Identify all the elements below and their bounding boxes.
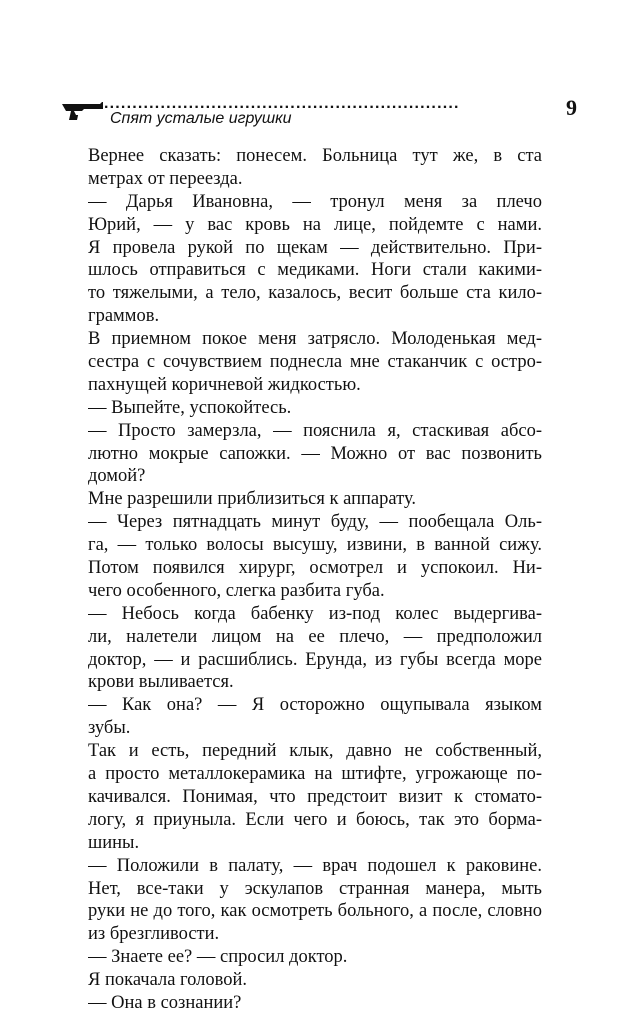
text-line: а просто металлокерамика на штифте, угрожающе по-: [88, 764, 542, 785]
text-line: — Она в сознании?: [88, 992, 242, 1013]
text-line: Нет, все-таки у эскулапов странная манера, мыть: [88, 878, 542, 899]
text-line: домой?: [88, 466, 146, 487]
text-line: логу, я приуныла. Если чего и боюсь, так это борма-: [88, 809, 542, 830]
text-line: сестра с сочувствием поднесла мне стаканчик с остро-: [88, 352, 542, 373]
text-line: ли, налетели лицом на ее плечо, — предположил: [88, 626, 542, 647]
text-line: чего особенного, слегка разбита губа.: [88, 580, 385, 601]
text-line: лютно мокрые сапожки. — Можно от вас позвонить: [88, 443, 542, 464]
running-header: [60, 95, 577, 136]
text-line: — Небось когда бабенку из-под колес выдергива-: [88, 603, 542, 624]
text-line: метрах от переезда.: [88, 168, 243, 189]
text-line: Потом появился хирург, осмотрел и успокоил. Ни-: [88, 558, 542, 579]
text-line: крови выливается.: [88, 672, 234, 693]
text-line: Юрий, — у вас кровь на лице, пойдемте с нами.: [88, 214, 542, 235]
page-number: 9: [566, 95, 577, 120]
text-line: из брезгливости.: [88, 924, 220, 945]
text-line: руки не до того, как осмотреть больного, а после, словно: [88, 901, 542, 922]
text-line: Я провела рукой по щекам — действительно. При-: [88, 237, 542, 258]
text-line: — Положили в палату, — врач подошел к раковине.: [88, 855, 542, 876]
text-line: — Через пятнадцать минут буду, — пообещала Оль-: [88, 512, 542, 533]
text-line: Так и есть, передний клык, давно не собственный,: [88, 741, 542, 762]
text-line: В приемном покое меня затрясло. Молоденькая мед-: [88, 329, 542, 350]
text-line: га, — только волосы высушу, извини, в ванной сижу.: [88, 535, 542, 556]
text-line: шины.: [88, 832, 140, 853]
running-title: Спят усталые игрушки: [110, 110, 292, 127]
text-line: — Знаете ее? — спросил доктор.: [88, 947, 348, 968]
text-line: граммов.: [88, 306, 160, 327]
text-line: пахнущей коричневой жидкостью.: [88, 374, 361, 395]
text-line: — Как она? — Я осторожно ощупывала языком: [88, 695, 542, 716]
text-line: Вернее сказать: понесем. Больница тут же, в ста: [88, 146, 542, 166]
text-line: — Выпейте, успокойтесь.: [88, 397, 292, 418]
text-line: Мне разрешили приблизиться к аппарату.: [88, 489, 416, 510]
header-dot-leader: ...............................................................: [104, 96, 460, 112]
text-line: — Дарья Ивановна, — тронул меня за плечо: [88, 191, 542, 212]
text-line: зубы.: [88, 718, 131, 739]
body-text: [88, 145, 542, 1015]
text-line: то тяжелыми, а тело, казалось, весит больше ста кило-: [88, 283, 542, 304]
pistol-icon: [60, 99, 104, 123]
text-line: шлось отправиться с медиками. Ноги стали какими-: [88, 260, 542, 281]
text-line: — Просто замерзла, — пояснила я, стаскивая абсо-: [88, 420, 542, 441]
text-line: Я покачала головой.: [88, 970, 248, 991]
text-line: качивался. Понимая, что предстоит визит к стомато-: [88, 786, 542, 807]
text-line: доктор, — и расшиблись. Ерунда, из губы всегда море: [88, 649, 542, 670]
